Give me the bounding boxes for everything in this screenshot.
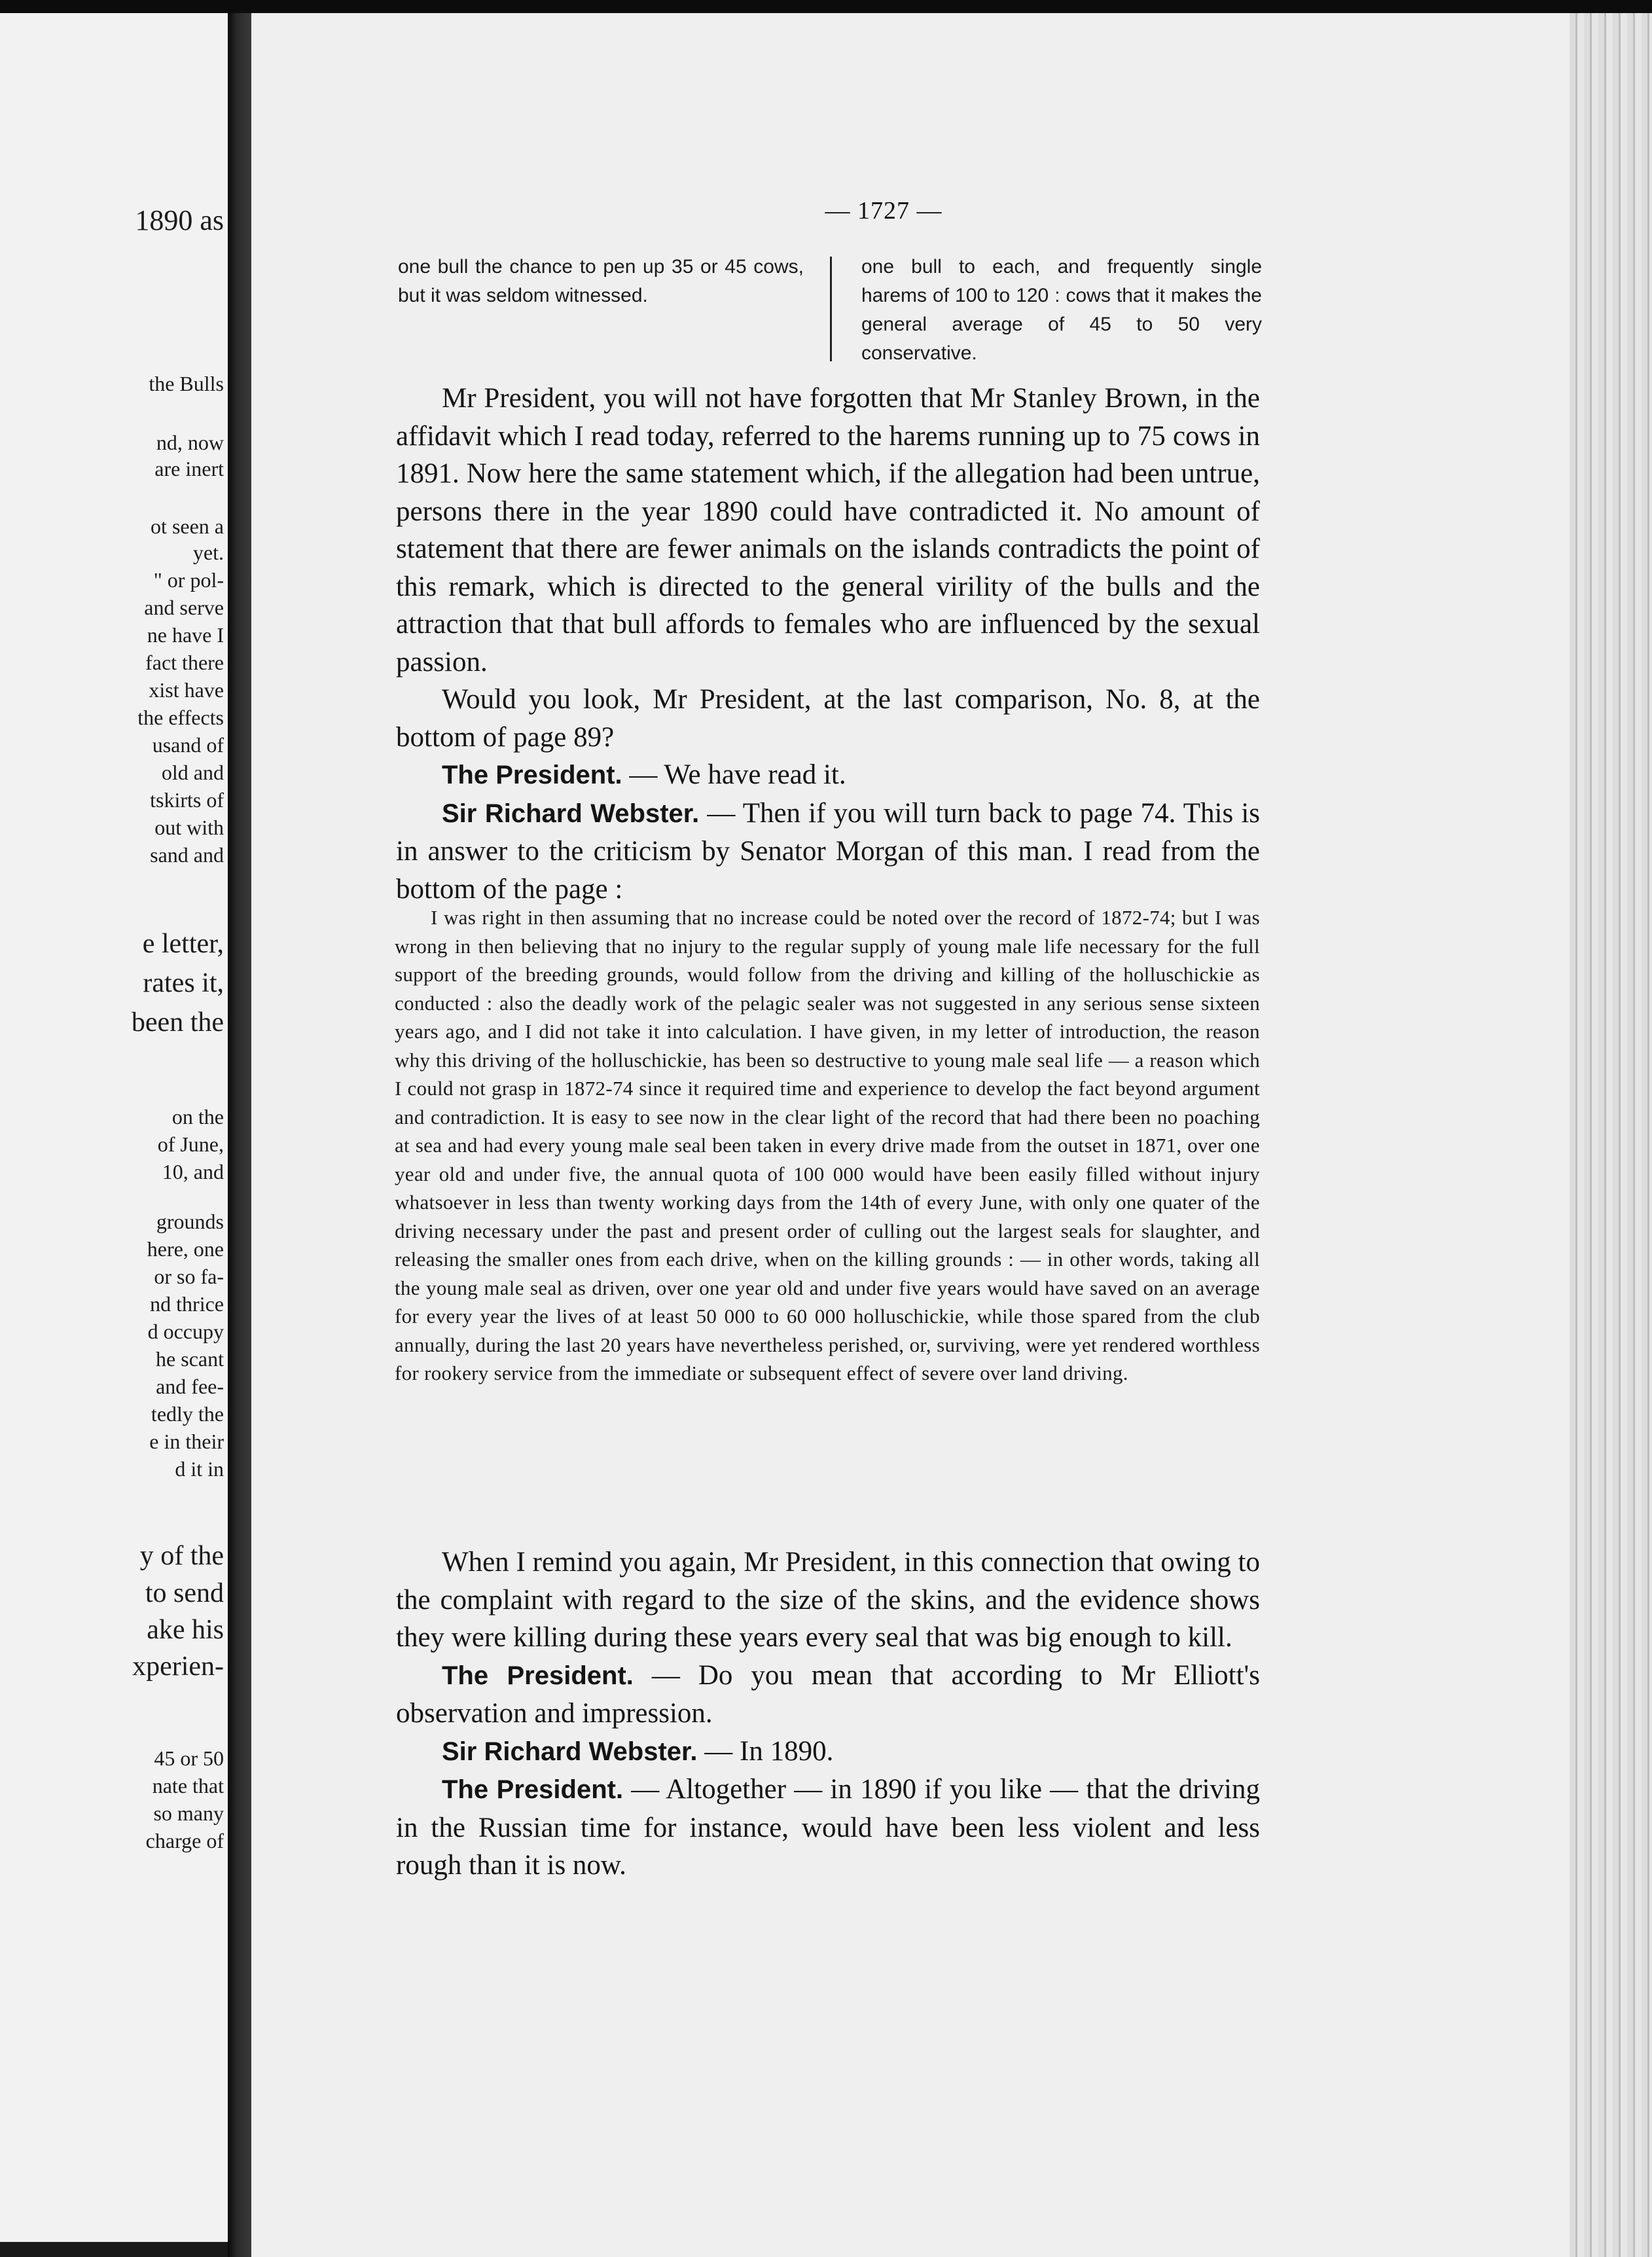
paragraph-1: Mr President, you will not have forgotten that Mr Stanley Brown, in the affidavit which I read today, referred to the harems running up to 75 cows in 1891. Now here the same statement which, if the allegation had been untrue, persons there in the year 1890 could have contradicted it. No amount of statement that there are fewer animals on the islands contradicts the point of this remark, which is directed to the general virility of the bulls and the attraction that that bull affords to females who are influenced by the sexual passion. [396, 383, 1260, 677]
left-page-fragment: nd thrice [150, 1292, 224, 1316]
upper-body [396, 380, 1260, 908]
left-page-fragment: 1890 as [135, 204, 224, 236]
left-facing-page [0, 13, 228, 2242]
left-page-fragment: to send [145, 1578, 224, 1608]
left-page-fragment: xist have [149, 678, 224, 702]
left-page-fragment: yet. [192, 541, 224, 564]
page-edges [1570, 13, 1652, 2257]
speaker-label: Sir Richard Webster. [442, 1737, 698, 1766]
book-gutter [228, 13, 251, 2257]
speaker-label: The President. [442, 761, 622, 789]
left-page-fragment: d it in [175, 1457, 224, 1481]
left-page-fragment: old and [161, 761, 224, 784]
left-page-fragment: ot seen a [151, 515, 224, 538]
left-page-fragment: grounds [156, 1210, 224, 1233]
left-page-fragment: tedly the [151, 1402, 224, 1426]
left-page-fragment: ne have I [147, 623, 224, 647]
exchange-2 [396, 795, 1260, 909]
left-page-fragment: rates it, [143, 968, 224, 998]
speech-text: — In 1890. [697, 1735, 834, 1767]
left-page-fragment: the effects [137, 706, 224, 729]
exchange-1 [396, 756, 1260, 795]
left-page-fragment: nate that [152, 1774, 224, 1797]
block-quote [395, 903, 1260, 1388]
exchange-4 [396, 1733, 1260, 1771]
left-page-fragment: the Bulls [149, 372, 224, 395]
left-page-fragment: fact there [145, 651, 224, 674]
left-page-fragment: charge of [145, 1829, 224, 1852]
speaker-label: Sir Richard Webster. [442, 799, 700, 828]
left-page-fragment: 45 or 50 [154, 1746, 224, 1770]
speaker-label: The President. [442, 1661, 634, 1690]
left-page-fragment: of June, [157, 1132, 224, 1156]
left-page-fragment: so many [153, 1801, 224, 1825]
speech-text: — Altogether — in 1890 if you like — that the driving in the Russian time for instance, would have been less violent and less rough than it is now. [396, 1774, 1261, 1881]
left-page-fragment: and fee- [156, 1375, 224, 1398]
paragraph-3: When I remind you again, Mr President, in this connection that owing to the complaint with regard to the size of the skins, and the evidence shows they were killing during these years every seal that was big enough to kill. [396, 1547, 1260, 1653]
left-page-fragment: y of the [139, 1541, 224, 1571]
left-page-fragment: usand of [152, 733, 224, 757]
left-page-fragment: and serve [144, 596, 224, 619]
left-page-fragment: tskirts of [150, 788, 224, 812]
column-right-text: one bull to each, and frequently single harems of 100 to 120 : cows that it makes the general average of 45 to 50 very conservative. [861, 256, 1262, 364]
paragraph-2: Would you look, Mr President, at the last comparison, No. 8, at the bottom of page 89? [396, 684, 1260, 753]
column-divider [830, 257, 832, 361]
speech-text: — Do you mean that according to Mr Elliott's observation and impression. [396, 1659, 1261, 1729]
left-page-fragment: are inert [154, 457, 224, 480]
left-page-fragment: or so fa- [154, 1265, 224, 1288]
exchange-5 [396, 1771, 1260, 1885]
left-page-fragment: e in their [149, 1430, 224, 1453]
left-page-fragment: d occupy [147, 1320, 224, 1343]
left-page-fragment: he scant [156, 1347, 224, 1371]
left-page-fragment: xperien- [132, 1652, 224, 1682]
left-page-fragment: been the [131, 1007, 224, 1038]
speech-text: — We have read it. [622, 759, 846, 790]
speech-text: — Then if you will turn back to page 74. This is in answer to the criticism by Senator Morgan of this man. I read from the bottom of the page : [396, 797, 1261, 905]
speaker-label: The President. [442, 1775, 624, 1804]
left-page-fragment: sand and [150, 843, 224, 867]
left-page-fragment: e letter, [142, 929, 224, 959]
left-page-fragment: out with [154, 816, 224, 839]
left-page-fragment: 10, and [162, 1160, 224, 1183]
left-page-fragment: on the [171, 1105, 224, 1128]
left-page-fragment: ake his [147, 1615, 224, 1645]
quote-text: I was right in then assuming that no increase could be noted over the record of 1872-74; but I was wrong in then believing that no injury to the regular supply of young male life necessary for the full support of the breeding grounds, would follow from the driving and killing of the holluschickie as conducted : also the deadly work of the pelagic sealer was not suggested in any serious sense sixteen years ago, and I did not take it into calculation. I have given, in my letter of introduction, the reason why this driving of the holluschickie, has been so destructive to young male seal life — a reason which I could not grasp in 1872-74 since it required time and experience to develop the fact beyond argument and contradiction. It is easy to see now in the clear light of the record that had there been no poaching at sea and had every young male seal been taken in every drive made from the outset in 1871, over one year old and under five, the annual quota of 100 000 would have been easily filled without injury whatsoever in less than twenty working days from the 14th of every June, with only one quater of the driving necessary under the past and present order of culling out the largest seals for slaughter, and releasing the smaller ones from each drive, when on the killing grounds : — in other words, taking all the young male seal as driven, over one year old and under five years would have saved on an average for every year the lives of at least 50 000 to 60 000 holluschickie, while those spared from the club annually, during the last 20 years have nevertheless perished, or, surviving, were yet rendered worthless for rookery service from the immediate or subsequent effect of severe over land driving. [395, 906, 1260, 1384]
lower-body [396, 1544, 1260, 1885]
exchange-3 [396, 1657, 1260, 1733]
left-page-fragment: nd, now [156, 431, 224, 454]
page-number: — 1727 — [825, 197, 943, 225]
left-page-fragment: " or pol- [153, 568, 224, 592]
left-page-fragment: here, one [147, 1237, 224, 1261]
column-left-text: one bull the chance to pen up 35 or 45 cows, but it was seldom witnessed. [398, 256, 804, 306]
